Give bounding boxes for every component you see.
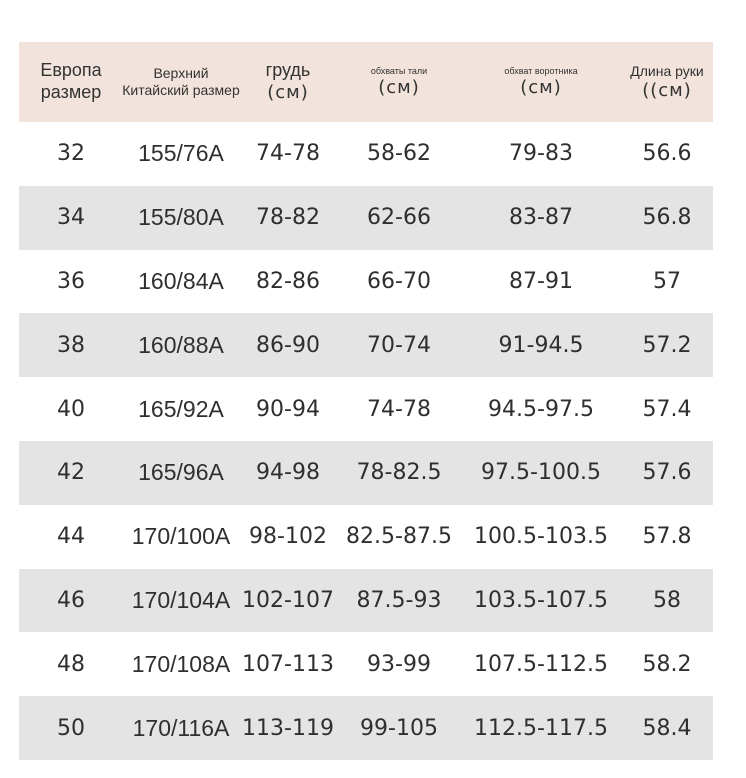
table-row xyxy=(19,377,713,441)
cell-chest: 90-94 xyxy=(256,396,320,422)
cell-neck: 87-91 xyxy=(509,268,573,294)
header-cn-line2: Китайский размер xyxy=(122,82,240,98)
cell-eu: 34 xyxy=(57,205,85,231)
table-row xyxy=(19,186,713,250)
cell-waist: 62-66 xyxy=(367,205,431,231)
cell-chest: 102-107 xyxy=(242,587,334,613)
cell-sleeve: 57 xyxy=(653,268,681,294)
cell-eu: 40 xyxy=(57,396,85,422)
cell-chest: 113-119 xyxy=(242,715,334,741)
cell-sleeve: 58.4 xyxy=(642,715,692,741)
header-sleeve-line1: Длина руки xyxy=(630,62,704,79)
cell-waist: 93-99 xyxy=(367,651,431,677)
cell-waist: 87.5-93 xyxy=(356,587,442,613)
cell-chest: 94-98 xyxy=(256,460,320,486)
header-cn-size xyxy=(123,42,239,122)
header-chest-unit: (см) xyxy=(267,82,309,103)
cell-sleeve: 56.8 xyxy=(642,205,692,231)
cell-waist: 99-105 xyxy=(360,715,438,741)
cell-sleeve: 58.2 xyxy=(642,651,692,677)
cell-waist: 58-62 xyxy=(367,141,431,167)
cell-neck: 97.5-100.5 xyxy=(481,460,601,486)
table-row xyxy=(19,632,713,696)
header-waist-unit: (см) xyxy=(378,76,420,98)
cell-eu: 46 xyxy=(57,587,85,613)
cell-waist: 66-70 xyxy=(367,268,431,294)
cell-eu: 36 xyxy=(57,268,85,294)
cell-neck: 79-83 xyxy=(509,141,573,167)
cell-neck: 107.5-112.5 xyxy=(474,651,608,677)
header-sleeve xyxy=(621,42,713,122)
cell-chest: 82-86 xyxy=(256,268,320,294)
cell-waist: 70-74 xyxy=(367,332,431,358)
cell-sleeve: 58 xyxy=(653,587,681,613)
cell-cn: 160/88A xyxy=(138,331,224,358)
cell-neck: 112.5-117.5 xyxy=(474,715,608,741)
cell-cn: 165/92A xyxy=(138,395,224,422)
header-waist xyxy=(337,42,461,122)
cell-chest: 98-102 xyxy=(249,524,327,550)
table-row xyxy=(19,696,713,760)
cell-sleeve: 57.6 xyxy=(642,460,692,486)
cell-sleeve: 57.2 xyxy=(642,332,692,358)
cell-eu: 38 xyxy=(57,332,85,358)
cell-cn: 160/84A xyxy=(138,267,224,294)
cell-neck: 100.5-103.5 xyxy=(474,524,608,550)
cell-waist: 74-78 xyxy=(367,396,431,422)
table-row xyxy=(19,505,713,569)
header-chest-line1: грудь xyxy=(265,60,311,81)
cell-cn: 165/96A xyxy=(138,459,224,486)
header-neck-unit: (см) xyxy=(520,76,562,98)
cell-waist: 78-82.5 xyxy=(356,460,442,486)
header-eu-line1: Европа xyxy=(40,60,102,81)
cell-waist: 82.5-87.5 xyxy=(346,524,452,550)
table-row xyxy=(19,441,713,505)
cell-cn: 170/104A xyxy=(131,586,231,613)
cell-chest: 78-82 xyxy=(256,205,320,231)
cell-sleeve: 57.8 xyxy=(642,524,692,550)
cell-chest: 86-90 xyxy=(256,332,320,358)
header-cn-line1: Верхний xyxy=(153,65,209,82)
table-row xyxy=(19,122,713,186)
cell-eu: 32 xyxy=(57,141,85,167)
cell-neck: 91-94.5 xyxy=(498,332,584,358)
header-sleeve-unit: ((см) xyxy=(642,79,692,101)
cell-neck: 94.5-97.5 xyxy=(488,396,594,422)
cell-neck: 103.5-107.5 xyxy=(474,587,608,613)
table-header xyxy=(19,42,713,122)
table-row xyxy=(19,250,713,314)
cell-chest: 74-78 xyxy=(256,141,320,167)
cell-cn: 170/116A xyxy=(132,714,230,741)
cell-eu: 44 xyxy=(57,524,85,550)
cell-eu: 42 xyxy=(57,460,85,486)
size-chart-table xyxy=(19,42,713,760)
cell-sleeve: 57.4 xyxy=(642,396,692,422)
cell-cn: 170/100A xyxy=(131,523,231,550)
cell-cn: 155/76A xyxy=(138,140,224,167)
cell-eu: 50 xyxy=(57,715,85,741)
header-chest xyxy=(239,42,337,122)
header-waist-line1: обхваты тали xyxy=(370,65,428,76)
table-row xyxy=(19,313,713,377)
cell-cn: 170/108A xyxy=(131,650,231,677)
header-neck-line1: обхват воротника xyxy=(504,65,578,76)
header-neck xyxy=(461,42,621,122)
cell-neck: 83-87 xyxy=(509,205,573,231)
cell-eu: 48 xyxy=(57,651,85,677)
cell-cn: 155/80A xyxy=(138,204,224,231)
cell-chest: 107-113 xyxy=(242,651,334,677)
cell-sleeve: 56.6 xyxy=(642,141,692,167)
header-eu-line2: размер xyxy=(40,82,102,102)
header-eu-size xyxy=(19,42,123,122)
table-row xyxy=(19,569,713,633)
